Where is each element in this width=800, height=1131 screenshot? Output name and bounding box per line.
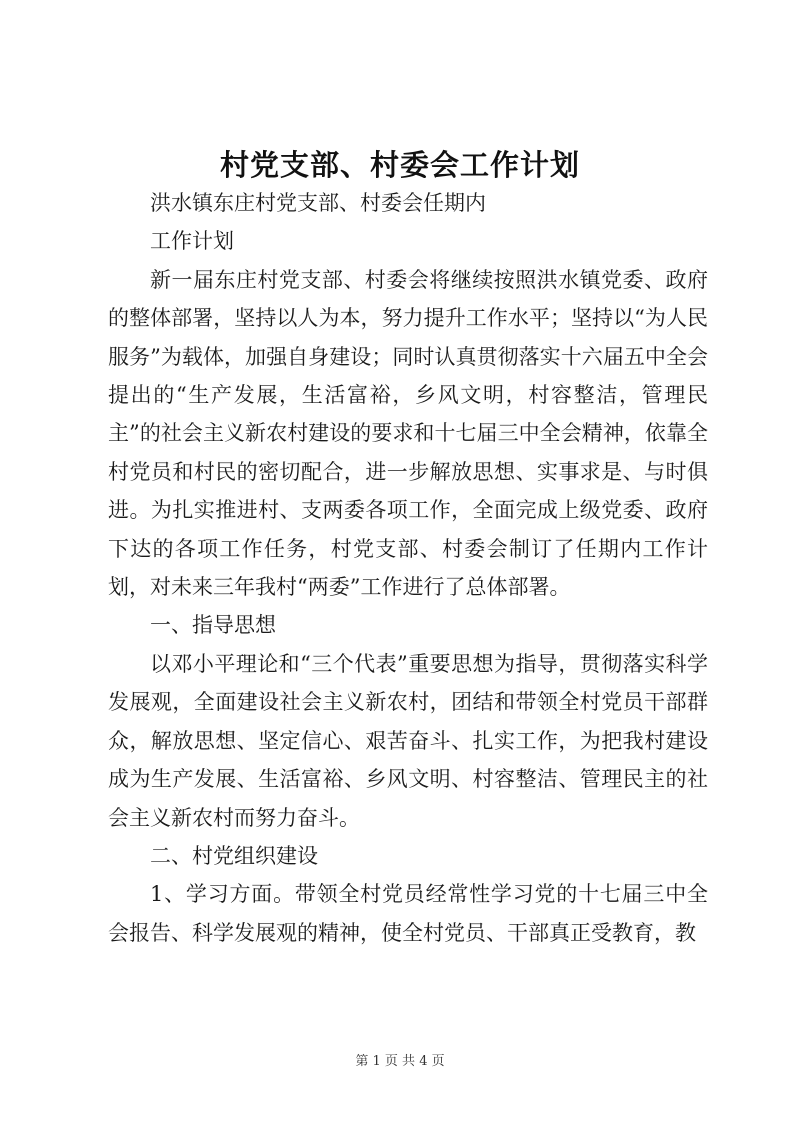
page-footer: 第 1 页 共 4 页 xyxy=(355,1054,445,1069)
paragraph-study: 1、学习方面。带领全村党员经常性学习党的十七届三中全会报告、科学发展观的精神，使全村党员、干部真正受教育，教 xyxy=(108,882,708,945)
paragraph-intro: 新一届东庄村党支部、村委会将继续按照洪水镇党委、政府的整体部署，坚持以人为本，努力提升工作水平；坚持以“为人民服务”为载体，加强自身建设；同时认真贯彻落实十六届五中全会提出的“生产发展，生活富裕，乡风文明，村容整洁，管理民主”的社会主义新农村建设的要求和十七届三中全会精神，依靠全村党员和村民的密切配合，进一步解放思想、实事求是、与时俱进。为扎实推进村、支两委各项工作，全面完成上级党委、政府下达的各项工作任务，村党支部、村委会制订了任期内工作计划，对未来三年我村“两委”工作进行了总体部署。 xyxy=(108,267,708,600)
document-title: 村党支部、村委会工作计划 xyxy=(219,148,580,182)
section-heading-guiding-ideology: 一、指导思想 xyxy=(150,613,276,638)
section-heading-party-organization: 二、村党组织建设 xyxy=(150,843,318,868)
document-body xyxy=(108,184,708,952)
paragraph-subtitle-plan: 工作计划 xyxy=(150,229,234,254)
paragraph-guiding-ideology: 以邓小平理论和“三个代表”重要思想为指导，贯彻落实科学发展观，全面建设社会主义新农村，团结和带领全村党员干部群众，解放思想、坚定信心、艰苦奋斗、扎实工作，为把我村建设成为生产发展、生活富裕、乡风文明、村容整洁、管理民主的社会主义新农村而努力奋斗。 xyxy=(108,651,708,830)
paragraph-subtitle-line: 洪水镇东庄村党支部、村委会任期内 xyxy=(150,191,486,215)
